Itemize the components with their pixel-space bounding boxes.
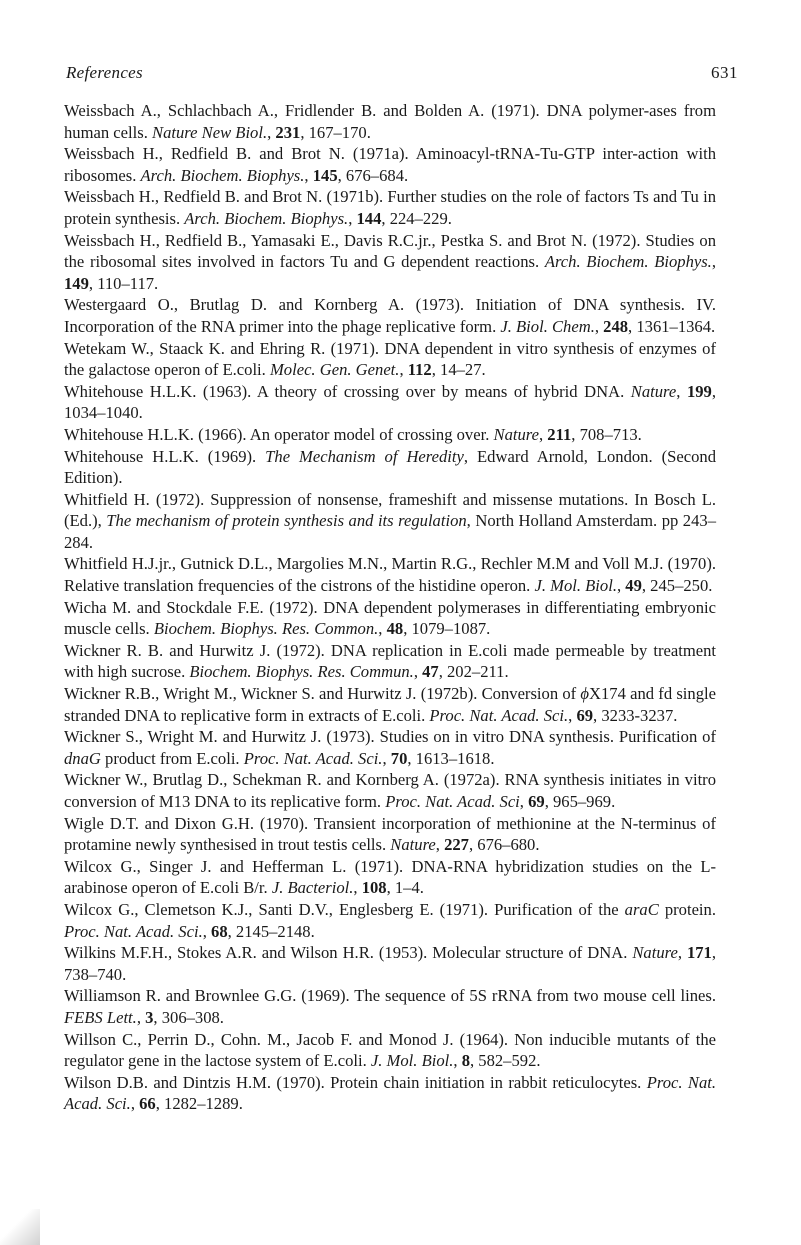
reference-text: , [594,316,604,336]
reference-text: , 1079–1087. [403,619,491,639]
reference-entry [64,813,716,856]
reference-text: , [399,360,408,380]
reference-text: Wilcox G., Clemetson K.J., Santi D.V., Englesberg E. (1971). Purification of the [64,899,625,919]
reference-text: , [382,748,391,768]
reference-text: , [202,921,212,941]
reference-text: Wickner R.B., Wright M., Wickner S. and Hurwitz J. (1972b). Conversion of [64,684,581,704]
reference-text: Weissbach H., Redfield B., Yamasaki E., Davis R.C.jr., Pestka S. and Brot N. (1972). Studies on the ribosomal sites involved in factors Tu and G dependent reactions. [64,230,716,272]
reference-text: , 965–969. [544,792,616,811]
reference-text: , North Holland Amsterdam. pp 243–284. [64,511,716,552]
reference-volume: 248 [603,316,629,336]
reference-text: , [413,662,423,682]
reference-volume: 144 [356,208,382,228]
reference-text: Williamson R. and Brownlee G.G. (1969). The sequence of 5S rRNA from two mouse cell lines. [64,986,716,1006]
reference-text: , 3233-3237. [593,705,678,725]
reference-volume: 108 [361,878,387,898]
reference-entry [64,100,716,143]
page-number: 631 [711,63,738,82]
reference-text: , [676,381,687,401]
reference-text: , 1613–1618. [407,748,495,768]
reference-text: , 14–27. [431,360,486,380]
reference-italic-text: Biochem. Biophys. Res. Common. [153,619,379,639]
reference-entry [64,726,716,769]
reference-italic-text: J. Mol. Biol. [370,1051,454,1071]
reference-entry [64,683,716,726]
reference-volume: 69 [528,792,545,811]
reference-entry [64,553,716,596]
reference-text: Whitehouse H.L.K. (1963). A theory of crossing over by means of hybrid DNA. [64,381,631,401]
reference-italic-text: Nature [630,381,677,401]
reference-text: , [130,1094,140,1114]
reference-text: , [519,792,529,811]
reference-text: , [136,1007,146,1027]
reference-text: , 1282–1289. [155,1094,243,1114]
reference-text: , [711,252,716,272]
reference-italic-text: Nature [390,835,436,855]
reference-entry [64,143,716,186]
reference-text: , 708–713. [571,424,642,444]
reference-text: , 676–680. [468,835,540,855]
reference-entry [64,985,716,1028]
reference-text: , 582–592. [469,1051,541,1071]
reference-text: Wilkins M.F.H., Stokes A.R. and Wilson H.R. (1953). Molecular structure of DNA. [64,943,633,963]
reference-italic-text: Proc. Nat. Acad. Sci. [64,921,203,941]
reference-italic-text: The mechanism of protein synthesis and its regulation [106,511,467,531]
reference-text: , [435,835,445,855]
reference-text: , 245–250. [641,576,713,596]
reference-italic-text: Nature [632,943,678,963]
reference-volume: 227 [444,835,469,855]
reference-italic-text: Nature [493,424,539,444]
reference-italic-text: Proc. Nat. Acad. Sci. [64,1072,717,1114]
reference-text: , [348,208,357,228]
reference-text: Wilcox G., Singer J. and Hefferman L. (1971). DNA-RNA hybridization studies on the L-arabinose operon of E.coli B/r. [64,856,716,898]
reference-text: Wickner W., Brutlag D., Schekman R. and Kornberg A. (1972a). RNA synthesis initiates in vitro conversion of M13 DNA to its replicative form. [64,770,716,811]
reference-italic-text: Molec. Gen. Genet. [269,360,400,380]
reference-text: , 1034–1040. [64,381,716,423]
reference-text: Weissbach H., Redfield B. and Brot N. (1971b). Further studies on the role of factors Ts and Tu in protein synthesis. [64,187,716,228]
reference-italic-text: Biochem. Biophys. Res. Commun. [189,662,414,682]
reference-entry [64,381,716,424]
reference-entry [64,769,716,812]
reference-text: , [568,705,577,725]
reference-text: Wetekam W., Staack K. and Ehring R. (1971). DNA dependent in vitro synthesis of enzymes of the galactose operon of E.coli. [64,338,716,380]
reference-text: Wickner S., Wright M. and Hurwitz J. (1973). Studies on in vitro DNA synthesis. Purification of [64,727,716,747]
reference-entry [64,338,716,381]
reference-text: , 224–229. [381,208,452,228]
reference-text: protein. [658,899,716,919]
reference-entry [64,489,716,554]
reference-text: Willson C., Perrin D., Cohn. M., Jacob F. and Monod J. (1964). Non inducible mutants of the regulator gene in the lactose system of E.coli. [64,1029,716,1071]
reference-volume: 8 [461,1051,470,1071]
reference-volume: 112 [407,360,432,380]
reference-list [64,100,716,1115]
reference-italic-text: Proc. Nat. Acad. Sci. [429,705,569,725]
reference-italic-text: J. Bacteriol. [271,878,354,898]
reference-text: Whitfield H. (1972). Suppression of nonsense, frameshift and missense mutations. In Bosch L. (Ed.), [64,489,716,531]
reference-text: , 202–211. [438,662,509,682]
reference-entry [64,640,716,683]
reference-entry [64,1029,716,1072]
reference-italic-text: Proc. Nat. Acad. Sci [385,792,520,811]
reference-volume: 171 [686,943,712,963]
reference-entry [64,597,716,640]
reference-entry [64,230,716,295]
reference-italic-text: Arch. Biochem. Biophys. [140,165,305,185]
reference-italic-text: The Mechanism of Heredity [265,446,464,466]
reference-volume: 70 [390,748,408,768]
reference-text: , 738–740. [64,943,716,984]
reference-volume: 231 [275,122,301,142]
reference-text: Whitfield H.J.jr., Gutnick D.L., Margolies M.N., Martin R.G., Rechler M.M and Voll M.J. (1970). Relative translation frequencies of the cistrons of the histidine operon. [64,554,716,596]
reference-text: product from E.coli. [100,748,244,768]
reference-volume: 49 [625,576,642,596]
reference-italic-text: araC [624,899,659,919]
reference-italic-text: Nature New Biol. [152,122,268,142]
reference-volume: 3 [145,1007,154,1027]
reference-text: , [677,943,687,963]
reference-italic-text: Proc. Nat. Acad. Sci. [243,748,383,768]
reference-text: , 1–4. [386,878,424,898]
reference-entry [64,186,716,229]
reference-volume: 68 [211,921,228,941]
reference-text: Wigle D.T. and Dixon G.H. (1970). Transient incorporation of methionine at the N-terminus of protamine newly synthesised in trout testis cells. [64,813,716,855]
reference-text: , 676–684. [337,165,409,185]
reference-entry [64,424,716,446]
reference-text: , 167–170. [300,122,371,142]
reference-text: Wilson D.B. and Dintzis H.M. (1970). Protein chain initiation in rabbit reticulocytes. [64,1072,647,1092]
reference-italic-text: Arch. Biochem. Biophys. [544,252,712,272]
reference-italic-text: dnaG [64,748,101,768]
reference-volume: 145 [312,165,338,185]
reference-text: , [378,619,387,639]
reference-italic-text: FEBS Lett. [64,1007,137,1027]
reference-volume: 199 [686,381,712,401]
reference-text: Weissbach A., Schlachbach A., Fridlender B. and Bolden A. (1971). DNA polymer-ases from human cells. [64,101,716,142]
reference-text: Whitehouse H.L.K. (1966). An operator model of crossing over. [64,424,494,444]
reference-text: , [353,878,362,898]
reference-text: Whitehouse H.L.K. (1969). [64,446,266,466]
page-corner-shadow [0,1209,40,1245]
reference-entry [64,446,716,489]
reference-volume: 48 [386,619,404,639]
reference-text: , [267,122,276,142]
reference-text: Weissbach H., Redfield B. and Brot N. (1971a). Aminoacyl-tRNA-Tu-GTP inter-action with ribosomes. [64,144,716,185]
reference-volume: 149 [64,273,89,293]
reference-italic-text: J. Biol. Chem. [500,316,595,336]
reference-text: , Edward Arnold, London. (Second Edition). [64,446,716,488]
reference-text: , [304,165,313,185]
reference-volume: 211 [547,424,572,444]
reference-entry [64,942,716,985]
running-header [66,63,738,83]
reference-italic-text: ϕ [580,684,589,704]
reference-italic-text: J. Mol. Biol. [534,576,617,596]
reference-text: , 306–308. [153,1007,224,1027]
reference-text: X174 and fd single stranded DNA to replicative form in extracts of E.coli. [64,684,716,725]
reference-text: , 2145–2148. [227,921,315,941]
reference-text: , 1361–1364. [628,316,716,336]
reference-italic-text: Arch. Biochem. Biophys. [184,208,349,228]
reference-text: , [453,1051,462,1071]
reference-volume: 66 [139,1094,156,1114]
reference-text: , 110–117. [88,273,159,293]
reference-entry [64,856,716,899]
reference-text: Westergaard O., Brutlag D. and Kornberg A. (1973). Initiation of DNA synthesis. IV. Incorporation of the RNA primer into the phage replicative form. [64,295,716,336]
reference-entry [64,1072,716,1115]
reference-text: , [539,424,548,444]
reference-volume: 69 [576,705,594,725]
reference-text: Wickner R. B. and Hurwitz J. (1972). DNA replication in E.coli made permeable by treatment with high sucrose. [64,640,716,682]
reference-entry [64,899,716,942]
reference-entry [64,294,716,337]
running-title: References [66,63,143,82]
reference-text: Wicha M. and Stockdale F.E. (1972). DNA dependent polymerases in differentiating embryonic muscle cells. [64,597,716,639]
reference-text: , [616,576,626,596]
reference-volume: 47 [422,662,439,682]
